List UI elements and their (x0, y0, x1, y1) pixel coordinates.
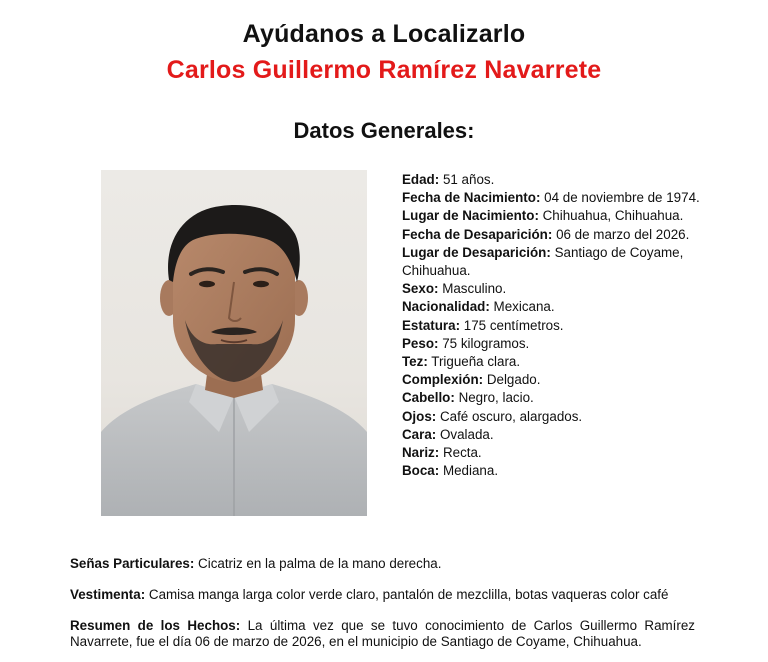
detail-tez: Tez: Trigueña clara. (402, 354, 521, 370)
general-details-list (402, 171, 702, 480)
detail-peso: Peso: 75 kilogramos. (402, 335, 530, 351)
detail-fecha-nacimiento: Fecha de Nacimiento: 04 de noviembre de 1974. (402, 190, 700, 206)
poster-title: Ayúdanos a Localizarlo (242, 20, 526, 48)
detail-cabello: Cabello: Negro, lacio. (402, 390, 534, 406)
missing-person-name: Carlos Guillermo Ramírez Navarrete (166, 56, 602, 84)
detail-lugar-nacimiento: Lugar de Nacimiento: Chihuahua, Chihuahua. (402, 208, 684, 224)
detail-ojos: Ojos: Café oscuro, alargados. (402, 408, 583, 424)
detail-edad: Edad: 51 años. (402, 172, 495, 187)
detail-cara: Cara: Ovalada. (402, 426, 494, 442)
detail-sexo: Sexo: Masculino. (402, 281, 507, 297)
senas-particulares: Señas Particulares: Cicatriz en la palma de la mano derecha. (70, 556, 442, 571)
detail-nariz: Nariz: Recta. (402, 445, 482, 461)
detail-nacionalidad: Nacionalidad: Mexicana. (402, 299, 555, 315)
section-title-datos-generales: Datos Generales: (293, 118, 475, 143)
detail-fecha-desaparicion: Fecha de Desaparición: 06 de marzo del 2026. (402, 226, 690, 242)
person-photo (101, 170, 367, 516)
detail-complexion: Complexión: Delgado. (402, 372, 541, 388)
detail-estatura: Estatura: 175 centímetros. (402, 317, 564, 333)
resumen-hechos: Resumen de los Hechos: La última vez que se tuvo conocimiento de Carlos Guillermo Ramírez Navarrete, fue el día 06 de marzo de 2026, en el municipio de Santiago de Coyame, Chihuahua. (70, 618, 695, 649)
detail-boca: Boca: Mediana. (402, 463, 499, 479)
detail-lugar-desaparicion: Lugar de Desaparición: Santiago de Coyame, Chihuahua. (402, 244, 684, 279)
vestimenta: Vestimenta: Camisa manga larga color verde claro, pantalón de mezclilla, botas vaqueras color café (70, 587, 669, 602)
